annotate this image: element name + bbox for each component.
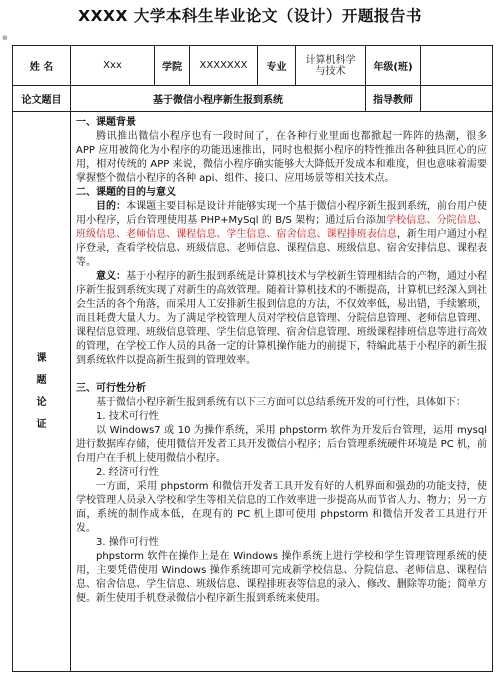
side-char-2: 题 <box>36 374 47 386</box>
name-label: 姓 名 <box>13 46 71 86</box>
document-title: XXXX 大学本科生毕业论文（设计）开题报告书 <box>78 7 422 25</box>
goal-text-2: ，新生用户通过小程序登录，查看学校信息、班级信息、老师信息、课程信息、班级信息、宿舍安排信息、课程表等。 <box>76 229 488 268</box>
section-2-meaning-paragraph <box>76 270 487 368</box>
major-value-line-1: 计算机科学 <box>305 54 356 66</box>
meaning-label: 意义： <box>96 271 127 282</box>
goal-label: 目的： <box>96 201 127 212</box>
section-1-heading: 一、课题背景 <box>76 117 136 128</box>
section-3-1-text: 以 Windows7 或 10 为操作系统，采用 phpstorm 软件为开发后台管理，运用 mysql 进行数据库存储，使用微信开发者工具开发微信小程序；后台管理系统硬件环境是 PC 机，前台用户在手机上使用微信小程序。 <box>76 425 487 464</box>
college-label: 学院 <box>155 46 190 86</box>
section-gap <box>76 368 487 382</box>
topic-value: 基于微信小程序新生报到系统 <box>71 86 366 112</box>
section-1-paragraph: 腾讯推出微信小程序也有一段时间了，在各种行业里面也都掀起一阵阵的热潮，很多 APP 应用被简化为小程序的功能迅速推出，同时也根据小程序的特性推出各种独具匠心的应用，相对传统的 APP 来说，微信小程序确实能够大大降低开发成本和难度，但也意味着需要掌握整个微信小程序的各种 api、组件、接口、应用场景等相关技术点。 <box>76 131 487 184</box>
argument-row <box>13 112 493 672</box>
side-label <box>13 112 71 672</box>
section-3-2-text: 一方面，采用 phpstorm 和微信开发者工具开发有好的人机界面和强劲的功能支持，使学校管理人员录入学校和学生等相关信息的工作效率进一步提高从而节省人力、物力；另一方面，系统的制作成本低，在现有的 PC 机上即可使用 phpstorm 和微信开发者工具进行开发。 <box>76 481 487 534</box>
major-value <box>296 46 366 86</box>
table-anchor-icon: ⊕ <box>2 34 8 42</box>
side-char-3: 论 <box>36 396 47 408</box>
goal-highlighted-items: 学校信息、分院信息、班级信息、老师信息、课程信息、学生信息、宿舍信息、课程排班表信息 <box>76 215 488 240</box>
grade-label: 年级(班) <box>366 46 421 86</box>
college-value: XXXXXXX <box>190 46 258 86</box>
student-info-row <box>13 46 493 86</box>
section-3-2-heading: 2. 经济可行性 <box>96 467 159 478</box>
section-3-3-text: phpstorm 软件在操作上是在 Windows 操作系统上进行学校和学生管理管理系统的使用，主要凭借使用 Windows 操作系统即可完成新学校信息、分院信息、老师信息、课程信息、宿舍信息、学生信息、班级信息、课程排班表等信息的录入、修改、删除等功能；简单方便。新生使用手机登录微信小程序新生报到系统来使用。 <box>76 551 487 604</box>
name-value: Xxx <box>71 46 155 86</box>
proposal-form-table <box>12 45 493 672</box>
major-label: 专业 <box>258 46 296 86</box>
section-3-3-heading: 3. 操作可行性 <box>96 537 159 548</box>
section-2-heading: 二、课题的目的与意义 <box>76 187 176 198</box>
advisor-value <box>421 86 493 112</box>
section-3-heading: 三、可行性分析 <box>76 383 146 394</box>
goal-text-1: 本课题主要目标是设计并能够实现一个基于微信小程序新生报到系统，前台用户使用小程序，后台管理使用基 PHP+MySql 的 B/S 架构；通过后台添加 <box>76 201 488 226</box>
side-char-1: 课 <box>36 352 47 364</box>
grade-value <box>421 46 493 86</box>
topic-label: 论文题目 <box>13 86 71 112</box>
meaning-text: 基于小程序的新生报到系统是计算机技术与学校新生管理相结合的产物，通过小程序新生报到系统实现了对新生的高效管理。随着计算机技术的不断提高，计算机已经深入到社会生活的各个角落，而采用人工安排新生报到信息的方法，不仅效率低，易出错，手续繁琐，而且耗费大量人力。为了满足学校管理人员对学校信息管理、分院信息管理、老师信息管理、课程信息管理、班级信息管理、学生信息管理、宿舍信息管理、班级课程排班信息等进行高效的管理，在学校工作人员的具备一定的计算机操作能力的前提下，特编此基于小程序的新生报到系统软件以提高新生报到的管理效率。 <box>76 271 488 366</box>
major-value-line-2: 与技术 <box>315 65 346 77</box>
side-char-4: 证 <box>36 418 47 430</box>
advisor-label: 指导教师 <box>366 86 421 112</box>
topic-row <box>13 86 493 112</box>
argument-content <box>71 112 493 672</box>
section-2-goal-paragraph <box>76 200 487 270</box>
section-3-1-heading: 1. 技术可行性 <box>96 411 159 422</box>
section-3-intro: 基于微信小程序新生报到系统有以下三方面可以总结系统开发的可行性，具体如下： <box>96 397 466 408</box>
